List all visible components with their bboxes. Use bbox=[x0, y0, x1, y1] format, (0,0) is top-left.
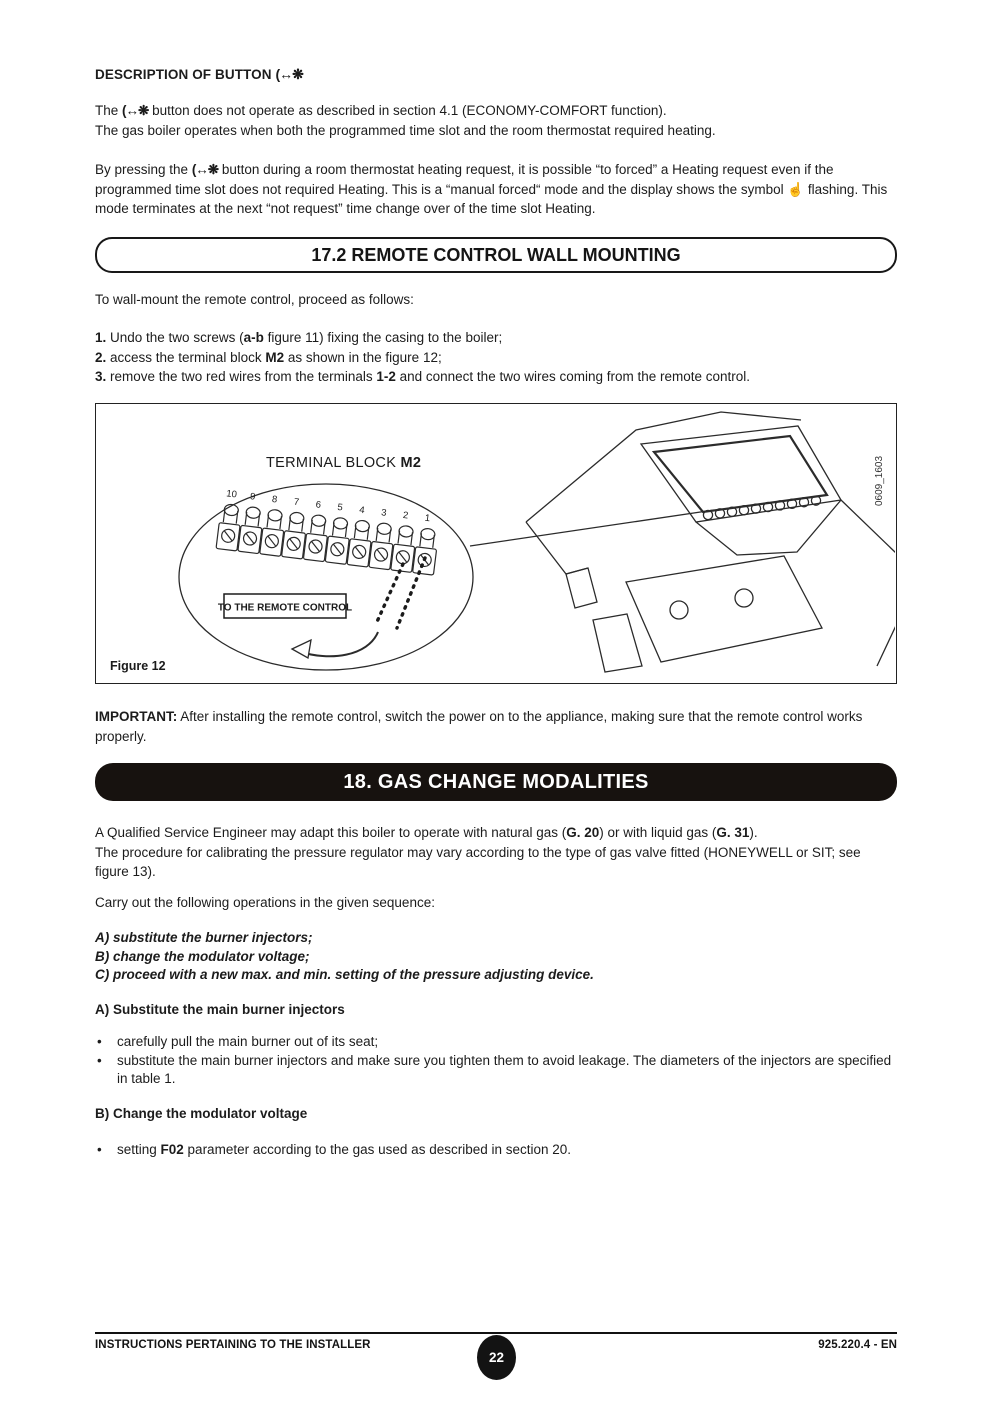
wire-label-box bbox=[218, 594, 352, 618]
wire-label: TO THE REMOTE CONTROL bbox=[217, 602, 353, 614]
step-2: 2. access the terminal block M2 as shown in the figure 12; bbox=[95, 349, 442, 365]
machine-terminal-screws bbox=[703, 496, 820, 520]
bullets-a bbox=[95, 1033, 897, 1089]
economy-comfort-button-icon: (↔❋ bbox=[191, 162, 219, 177]
bullet-dot: • bbox=[97, 1052, 102, 1068]
svg-text:9: 9 bbox=[249, 491, 257, 503]
bullet-dot: • bbox=[97, 1142, 102, 1157]
footer-doc-code: 925.220.4 - EN bbox=[818, 1339, 897, 1351]
bullet-dot: • bbox=[97, 1034, 102, 1049]
wire-direction-arrow bbox=[292, 632, 378, 658]
description-heading-text: DESCRIPTION OF BUTTON bbox=[95, 67, 272, 82]
wall-mount-steps bbox=[95, 328, 897, 387]
footer-rule bbox=[95, 1332, 897, 1334]
section-18-heading-banner bbox=[95, 763, 897, 801]
step-1: 1. Undo the two screws (a-b figure 11) fixing the casing to the boiler; bbox=[95, 330, 503, 345]
section-17-2-title: 17.2 REMOTE CONTROL WALL MOUNTING bbox=[311, 244, 681, 265]
svg-text:8: 8 bbox=[271, 493, 278, 506]
page-number-badge bbox=[477, 1335, 516, 1380]
sub-a-title: A) Substitute the main burner injectors bbox=[95, 1002, 345, 1017]
svg-text:3: 3 bbox=[380, 507, 388, 519]
economy-comfort-button-icon: (↔❋ bbox=[122, 103, 149, 118]
section-18-title: 18. GAS CHANGE MODALITIES bbox=[343, 770, 649, 793]
terminal-block-m2 bbox=[216, 488, 441, 575]
economy-comfort-button-icon: (↔❋ bbox=[275, 66, 303, 82]
gas-change-paragraph: A Qualified Service Engineer may adapt this boiler to operate with natural gas (G. 20) or with liquid gas (G. 31). The procedure for calibrating the pressure regulator may vary according to the type of gas valve fitted (HONEYWELL or SIT; see figure 13). bbox=[95, 825, 861, 879]
svg-text:7: 7 bbox=[293, 496, 300, 509]
sub-b-title: B) Change the modulator voltage bbox=[95, 1106, 308, 1121]
bullet-b: • setting F02 parameter according to the gas used as described in section 20. bbox=[95, 1140, 897, 1160]
description-paragraph-2: By pressing the (↔❋ button during a room thermostat heating request, it is possible “to forced” a Heating request even if the programmed time slot does not required Heating. This is a “manual forced“ mode and the display shows the symbol ☝ flashing. This mode terminates at the next “not request” time change over of the time slot Heating. bbox=[95, 162, 888, 216]
important-note: IMPORTANT: After installing the remote control, switch the power on to the appliance, making sure that the remote control works properly. bbox=[95, 709, 863, 744]
description-paragraph-1: The (↔❋ button does not operate as described in section 4.1 (ECONOMY-COMFORT function). The gas boiler operates when both the programmed time slot and the room thermostat required heating. bbox=[95, 103, 716, 138]
section-17-2-heading-box bbox=[95, 237, 897, 273]
bullet-a-1: • carefully pull the main burner out of its seat; bbox=[95, 1033, 897, 1052]
step-3: 3. remove the two red wires from the terminals 1-2 and connect the two wires coming from the remote control. bbox=[95, 369, 751, 384]
bullet-a-2: • substitute the main burner injectors and make sure you tighten them to avoid leakage. The diameters of the injectors are specified in table 1. bbox=[97, 1052, 892, 1086]
footer-left: INSTRUCTIONS PERTAINING TO THE INSTALLER bbox=[95, 1339, 371, 1351]
sequence-intro: Carry out the following operations in the given sequence: bbox=[95, 895, 435, 910]
figure-side-code: 0609_1603 bbox=[874, 455, 885, 506]
sequence-list bbox=[95, 929, 897, 985]
figure-12-drawing bbox=[96, 404, 895, 682]
manual-hand-icon: ☝ bbox=[787, 181, 805, 197]
wall-mount-intro: To wall-mount the remote control, proceed as follows: bbox=[95, 292, 414, 307]
figure-line-art bbox=[179, 412, 895, 672]
svg-text:2: 2 bbox=[402, 509, 409, 522]
svg-text:1: 1 bbox=[424, 512, 431, 525]
svg-text:10: 10 bbox=[225, 488, 238, 501]
svg-text:5: 5 bbox=[336, 501, 344, 514]
terminal-block-label: TERMINAL BLOCK M2 bbox=[266, 455, 422, 471]
svg-text:6: 6 bbox=[314, 499, 322, 511]
figure-12-box bbox=[95, 403, 897, 684]
description-heading bbox=[95, 66, 897, 83]
terminal-numbers bbox=[226, 488, 431, 524]
page-number: 22 bbox=[488, 1350, 505, 1365]
sequence-item-c: C) proceed with a new max. and min. setting of the pressure adjusting device. bbox=[95, 967, 594, 982]
svg-text:4: 4 bbox=[358, 504, 366, 517]
figure-caption: Figure 12 bbox=[110, 659, 166, 673]
sequence-item-b: B) change the modulator voltage; bbox=[95, 948, 310, 964]
sequence-item-a: A) substitute the burner injectors; bbox=[95, 930, 313, 945]
